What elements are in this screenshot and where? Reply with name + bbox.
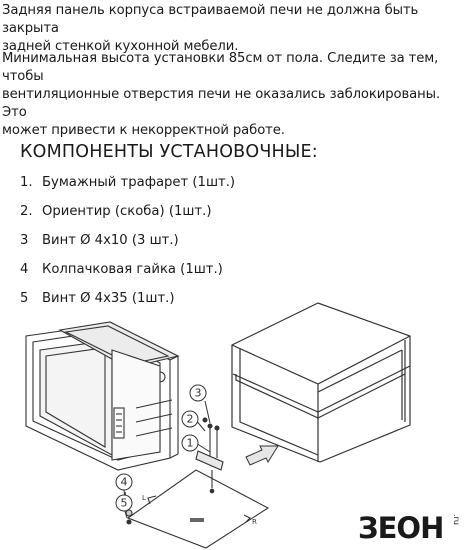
logo-suffix: .ru — [452, 514, 461, 525]
callout-label: 3 — [194, 386, 202, 400]
paragraph-line: задней стенкой кухонной мебели. — [2, 39, 239, 54]
zeon-logo — [356, 510, 466, 544]
paragraph-line: Задняя панель корпуса встраиваемой печи не должна быть закрыта — [2, 3, 419, 36]
component-number: 4 — [20, 262, 29, 277]
component-item — [20, 233, 179, 248]
component-text: Бумажный трафарет (1шт.) — [42, 175, 236, 190]
component-item — [20, 175, 235, 190]
cabinet-drawing — [232, 303, 410, 462]
paragraph-line: вентиляционные отверстия печи не оказались заблокированы. Это — [2, 87, 441, 120]
paragraph-line: может привести к некорректной работе. — [2, 123, 285, 138]
component-number: 2. — [20, 204, 33, 219]
logo-text: ЗЕОН — [358, 511, 444, 544]
direction-arrow — [246, 446, 278, 465]
component-text: Винт Ø 4х10 (3 шт.) — [42, 233, 179, 248]
callout-label: 1 — [186, 436, 194, 450]
component-number: 3 — [20, 233, 29, 248]
component-text: Колпачковая гайка (1шт.) — [42, 262, 223, 277]
template-mark-left: L — [142, 494, 146, 502]
component-number: 1. — [20, 175, 33, 190]
microwave-drawing — [26, 322, 178, 470]
intro-paragraph — [2, 2, 468, 56]
callout-label: 2 — [186, 412, 194, 426]
paragraph-line: Минимальная высота установки 85см от пола. Следите за тем, чтобы — [2, 51, 439, 84]
height-paragraph — [2, 50, 468, 140]
component-text: Ориентир (скоба) (1шт.) — [42, 204, 212, 219]
callout-label: 5 — [120, 496, 128, 510]
component-item — [20, 204, 211, 219]
callout-label: 4 — [120, 475, 128, 489]
component-item — [20, 262, 223, 277]
components-title: КОМПОНЕНТЫ УСТАНОВОЧНЫЕ: — [20, 142, 318, 162]
paper-template-drawing — [128, 470, 268, 548]
template-mark-right: R — [252, 518, 257, 526]
component-text: Винт Ø 4х35 (1шт.) — [42, 291, 175, 306]
component-number: 5 — [20, 291, 29, 306]
